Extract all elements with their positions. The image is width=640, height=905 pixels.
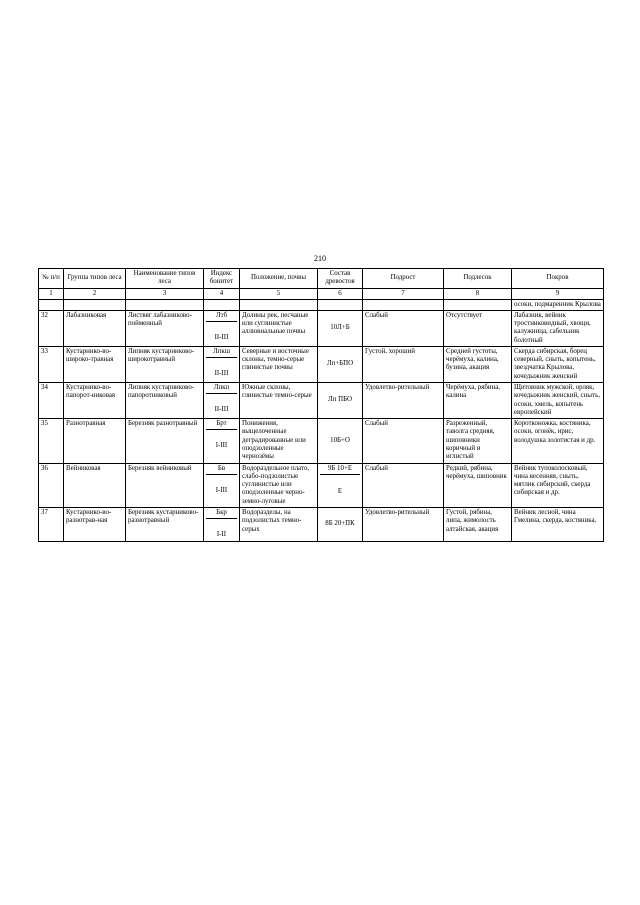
page-number: 210 (314, 254, 326, 263)
undergrowth-cell: Слабый (363, 419, 444, 463)
cover-cell: Коротконожка, костяника, осоки, огонёк, ирис, володушка золотистая и др. (512, 419, 604, 463)
undergrowth-cell: Удовлетво-рительный (363, 507, 444, 541)
undergrowth-cell: Слабый (363, 463, 444, 507)
bonitet-value: I-III (215, 442, 228, 450)
empty-cell (318, 299, 363, 310)
forest-types-table (38, 268, 604, 542)
type-cell: Березняк кустарниково-разнотравный (126, 507, 204, 541)
row-number-cell: 36 (39, 463, 64, 507)
empty-cell (39, 299, 64, 310)
header-cell-type: Наименование типов леса (126, 269, 204, 289)
group-cell: Кустарнико-во-папорот-никовая (64, 383, 126, 419)
composition-cell (318, 463, 363, 507)
header-cell-index: Индекс бонитет (204, 269, 240, 289)
type-cell: Липняк кустарниково-папоротниковый (126, 383, 204, 419)
empty-cell (64, 299, 126, 310)
composition-cell: 10Л+Б (318, 310, 363, 346)
underbrush-cell: Редкий, рябина, черёмуха, шиповник (444, 463, 512, 507)
cover-cell: Вейник тупоколосковый, чина весенняя, сныть, мятлик сибирский, скерда сибирская и др. (512, 463, 604, 507)
header-cell-no: № п/п (39, 269, 64, 289)
column-number: 4 (204, 288, 240, 299)
row-number-cell: 37 (39, 507, 64, 541)
index-code: Лпкп (206, 384, 237, 394)
column-number: 6 (318, 288, 363, 299)
position-cell: Водораздельное плато, слабо-подзолистые суглинистые или оподзоленные черно-земно-луговые (240, 463, 318, 507)
header-cell-position: Положение, почвы (240, 269, 318, 289)
index-cell (204, 507, 240, 541)
row-number-cell: 35 (39, 419, 64, 463)
underbrush-cell: Средней густоты, черёмуха, калина, бузина, акация (444, 346, 512, 382)
index-cell (204, 419, 240, 463)
underbrush-cell: Отсутствует (444, 310, 512, 346)
empty-cell (444, 299, 512, 310)
header-cell-group: Группа типов леса (64, 269, 126, 289)
header-cell-cover: Покров (512, 269, 604, 289)
index-code: Брт (206, 420, 237, 430)
bonitet-value: II-III (214, 370, 229, 378)
underbrush-cell: Черёмуха, рябина, калина (444, 383, 512, 419)
cover-cell: Вейник лесной, чина Гмелина, скерда, костяника, (512, 507, 604, 541)
column-number-row (39, 288, 604, 299)
column-number: 7 (363, 288, 444, 299)
index-cell (204, 383, 240, 419)
column-number: 3 (126, 288, 204, 299)
cover-cell: Лабазник, вейник тростниковидный, хвощи, калужница, сабельник болотный (512, 310, 604, 346)
bonitet-value: I-III (215, 486, 228, 494)
group-cell: Кустарнико-во-разнотрав-ная (64, 507, 126, 541)
group-cell: Вейниковая (64, 463, 126, 507)
header-cell-undergrowth: Подрост (363, 269, 444, 289)
type-cell: Липняк кустарниково-широкотравный (126, 346, 204, 382)
empty-cell (240, 299, 318, 310)
composition-cell: 10Б+О (318, 419, 363, 463)
composition-cell: Лп ПБО (318, 383, 363, 419)
bonitet-value: I-II (216, 531, 227, 539)
row-number-cell: 32 (39, 310, 64, 346)
position-cell: Понижения, выщелоченные деградированные или оподзоленные чернозёмы (240, 419, 318, 463)
position-cell: Долины рек, песчаные или суглинистые аллювиальные почвы (240, 310, 318, 346)
header-row (39, 269, 604, 289)
undergrowth-cell: Слабый (363, 310, 444, 346)
column-number: 1 (39, 288, 64, 299)
undergrowth-cell: Густой, хороший (363, 346, 444, 382)
table-body (39, 299, 604, 541)
group-cell: Лабазниковая (64, 310, 126, 346)
index-code: Бкр (206, 509, 237, 519)
index-cell (204, 463, 240, 507)
row-number-cell: 33 (39, 346, 64, 382)
header-cell-underbrush: Подлесок (444, 269, 512, 289)
table-row (39, 419, 604, 463)
column-number: 8 (444, 288, 512, 299)
header-cell-composition: Состав древостоя (318, 269, 363, 289)
empty-cell (126, 299, 204, 310)
index-cell (204, 346, 240, 382)
underbrush-cell: Густой, рябина, липа, жимолость алтайская, акация (444, 507, 512, 541)
cover-cell: Скерда сибирская, борец северный, сныть, копытень, звездчатка Крылова, кочедыжник женский (512, 346, 604, 382)
underbrush-cell: Разреженный, таволга средняя, шиповники коричный и иглистый (444, 419, 512, 463)
type-cell: Березняк разнотравный (126, 419, 204, 463)
type-cell: Березняк вейниковый (126, 463, 204, 507)
column-number: 9 (512, 288, 604, 299)
bonitet-value: II-III (214, 406, 229, 414)
type-cell: Листвяг лабазниково-пойменный (126, 310, 204, 346)
group-cell: Кустарнико-во-широко-травная (64, 346, 126, 382)
position-cell: Южные склоны, глинистые темно-серые (240, 383, 318, 419)
index-code: Лпкш (206, 348, 237, 358)
bonitet-value: II-III (214, 334, 229, 342)
table-row (39, 346, 604, 382)
index-code: Бв (206, 465, 237, 475)
table-row (39, 383, 604, 419)
table-row (39, 507, 604, 541)
composition-top: 9Б 10+Е (320, 465, 360, 475)
undergrowth-cell: Удовлетво-рительный (363, 383, 444, 419)
empty-cell (204, 299, 240, 310)
cover-cell: осоки, подмаренник Крылова (512, 299, 604, 310)
table-header (39, 269, 604, 300)
row-number-cell: 34 (39, 383, 64, 419)
position-cell: Северные и восточные склоны, темно-серые глинистые почвы (240, 346, 318, 382)
column-number: 5 (240, 288, 318, 299)
index-cell (204, 310, 240, 346)
group-cell: Разнотравная (64, 419, 126, 463)
empty-cell (363, 299, 444, 310)
composition-cell: Лп+БПО (318, 346, 363, 382)
table-row (39, 310, 604, 346)
cover-cell: Щитовник мужской, орляк, кочедыжник женский, сныть, осоки, хмель, копытень европейский (512, 383, 604, 419)
composition-value: Е (337, 487, 343, 495)
table-row (39, 463, 604, 507)
column-number: 2 (64, 288, 126, 299)
index-code: Лтб (206, 312, 237, 322)
continuation-row (39, 299, 604, 310)
composition-cell: 8Б 20+ПК (318, 507, 363, 541)
position-cell: Водоразделы, на подзолистых темно-серых (240, 507, 318, 541)
